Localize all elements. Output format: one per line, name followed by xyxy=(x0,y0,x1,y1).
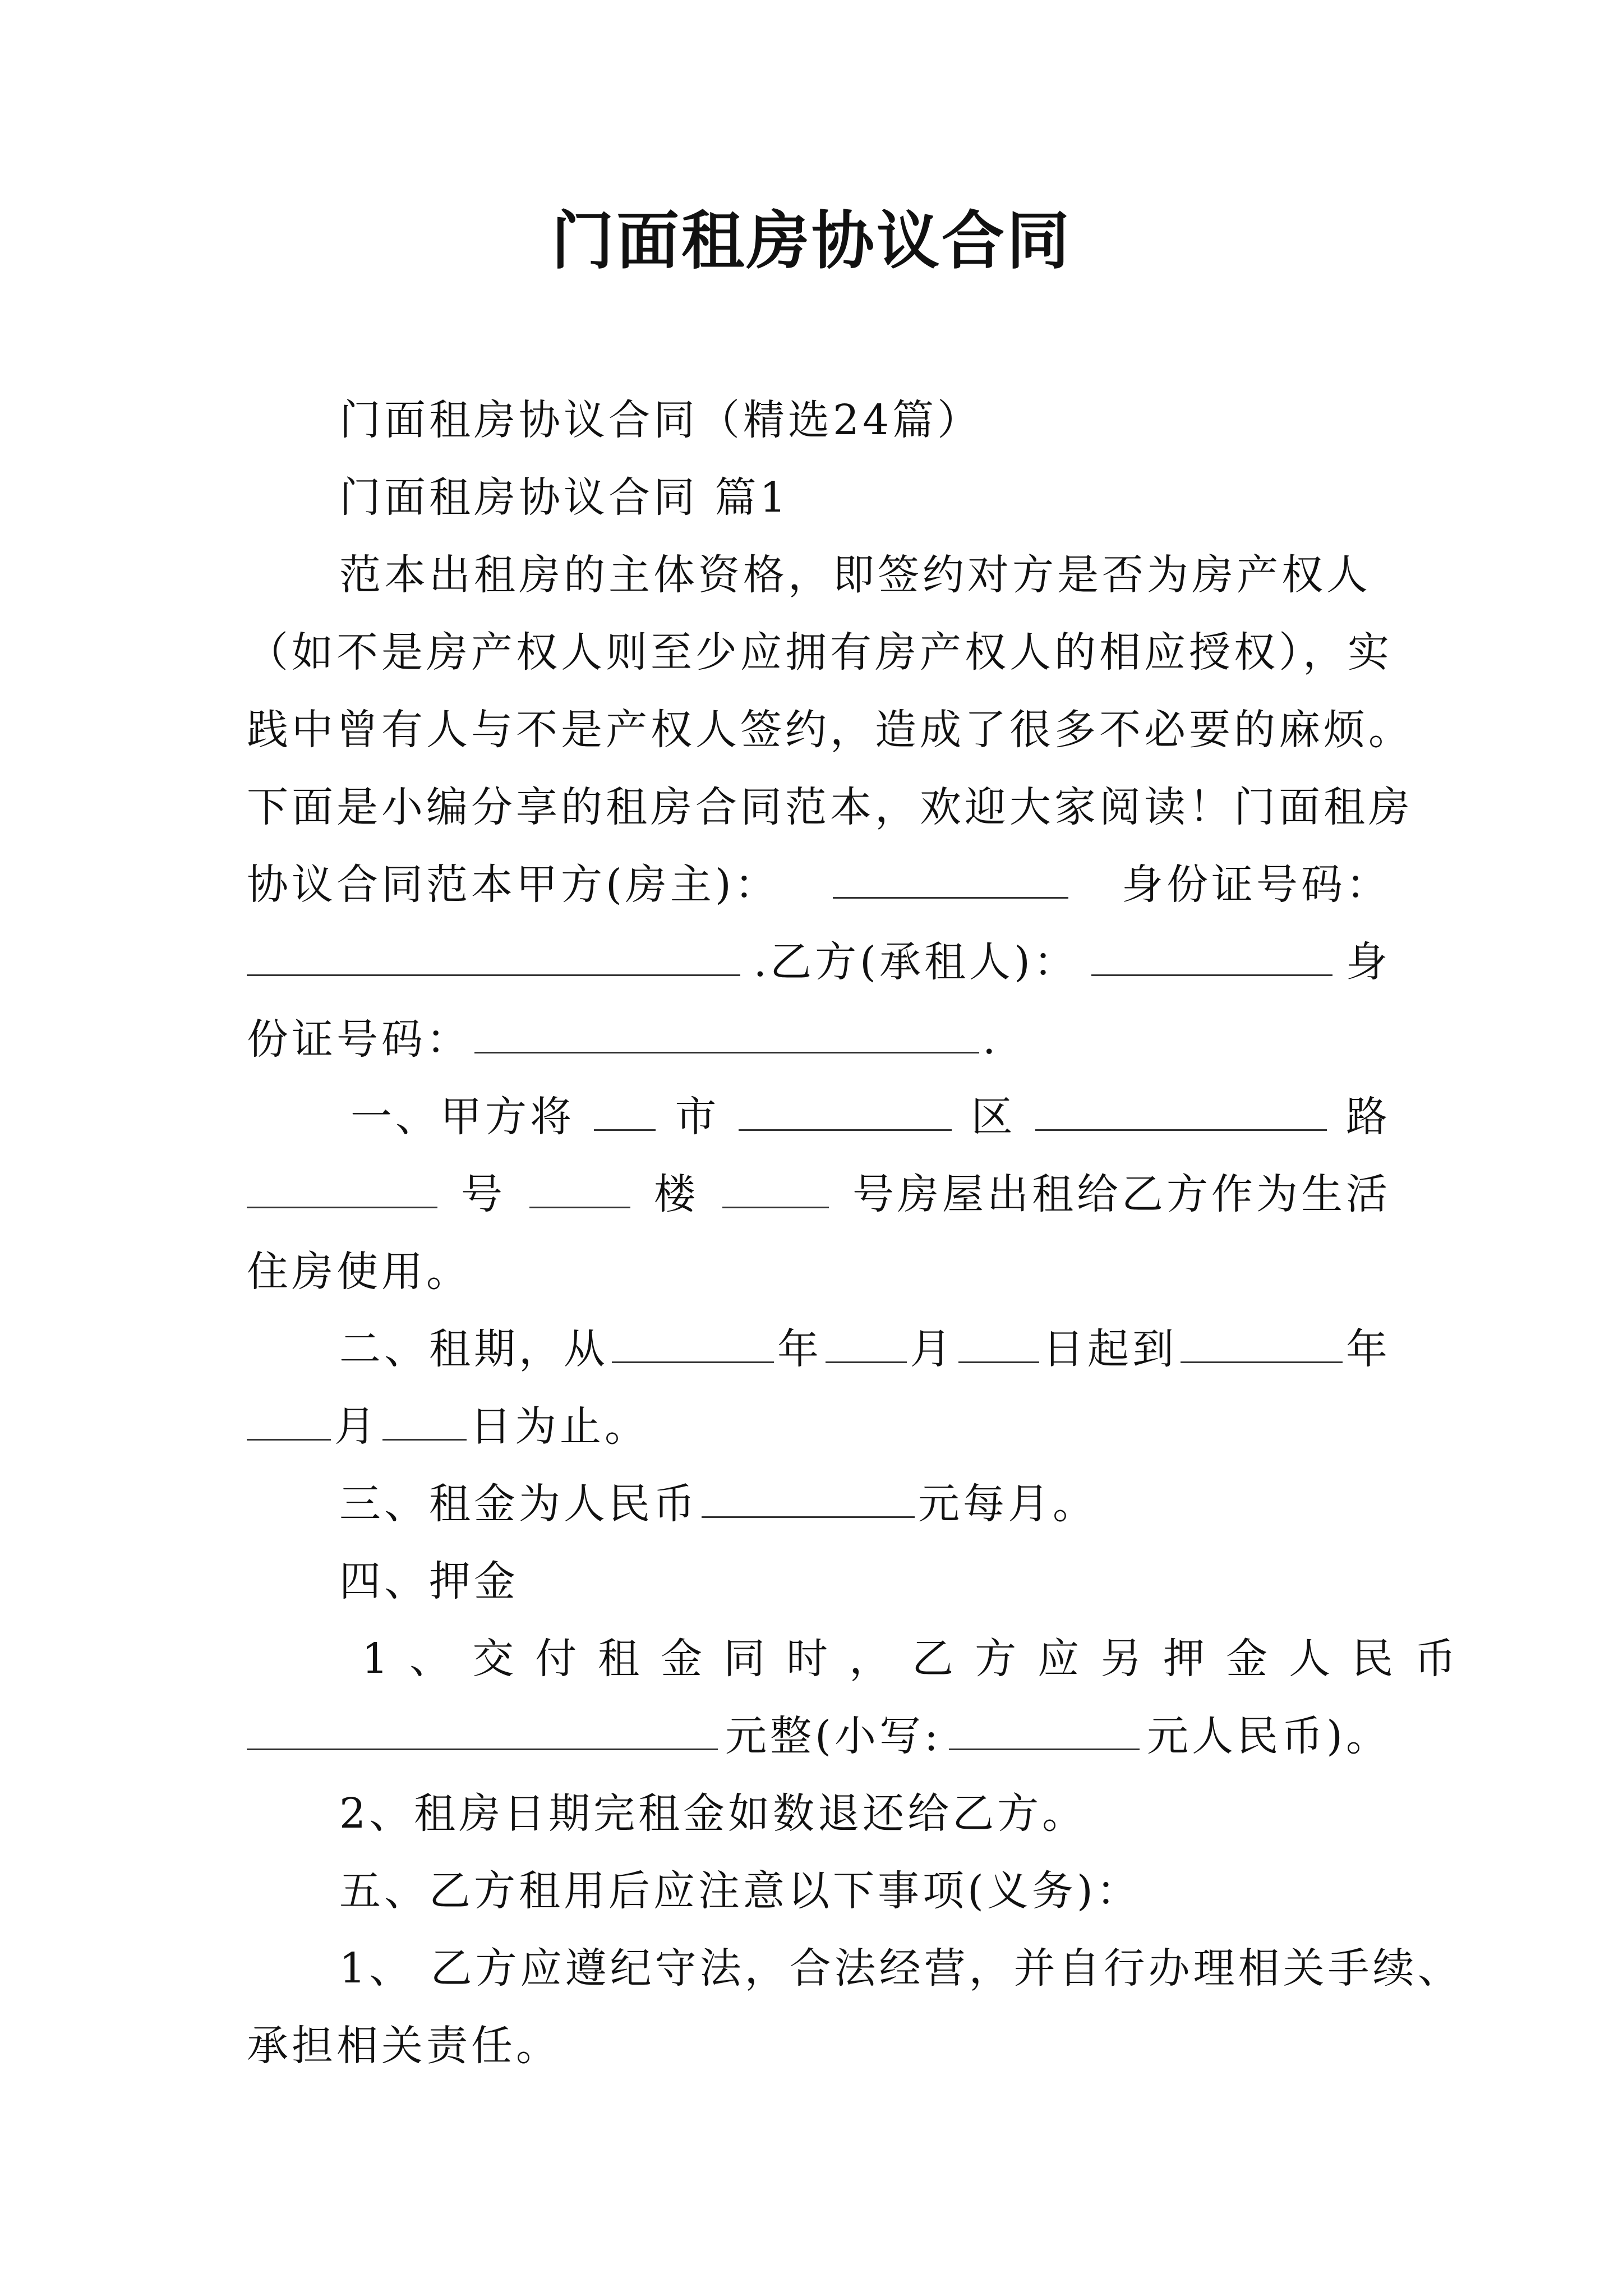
text-segment: 份证号码： xyxy=(247,1015,471,1064)
fill-blank-deposit-number xyxy=(949,1709,1140,1750)
clause-2-line xyxy=(247,1388,1391,1465)
fill-blank-room xyxy=(722,1167,829,1208)
text-segment: 1、交付租金同时，乙方应另押金人民币 xyxy=(362,1635,1478,1683)
text-segment: 日起到 xyxy=(1043,1325,1177,1373)
paragraph-line: 践中曾有人与不是产权人签约，造成了很多不必要的麻烦。 xyxy=(247,706,1413,754)
text-segment: 楼 xyxy=(654,1170,699,1218)
text-segment: . xyxy=(983,1015,999,1064)
text-segment: .乙方(承租人)： xyxy=(753,938,1078,986)
fill-blank-deposit-words xyxy=(247,1709,718,1750)
clause-5-line: 1、 乙方应遵纪守法，合法经营，并自行办理相关手续、 xyxy=(339,1944,1463,1993)
clause-4-heading: 四、押金 xyxy=(339,1557,519,1605)
fill-blank-tenant xyxy=(1091,935,1332,976)
clause-4-line: 2、租房日期完租金如数退还给乙方。 xyxy=(339,1789,1087,1838)
fill-blank-rent xyxy=(702,1477,915,1518)
paragraph-line: 范本出租房的主体资格，即签约对方是否为房产权人 xyxy=(339,551,1371,599)
fill-blank-start-month xyxy=(826,1322,907,1363)
fill-blank-number xyxy=(247,1167,437,1208)
fill-blank-start-year xyxy=(612,1322,774,1363)
section-heading: 门面租房协议合同 篇1 xyxy=(339,473,790,522)
text-segment: 身份证号码： xyxy=(1122,861,1391,909)
text-segment: 身 xyxy=(1346,938,1391,986)
text-segment: 年 xyxy=(777,1325,822,1373)
fill-blank-city xyxy=(594,1090,656,1131)
text-segment: 月 xyxy=(910,1325,955,1373)
clause-2-line xyxy=(247,1310,1391,1388)
paragraph-line: （如不是房产权人则至少应拥有房产权人的相应授权），实 xyxy=(247,628,1393,677)
text-segment: 元整(小写: xyxy=(725,1712,942,1760)
text-segment: 协议合同范本甲方(房主)： xyxy=(247,861,780,909)
paragraph-line xyxy=(247,846,1391,923)
clause-3-line xyxy=(247,1465,1391,1543)
clause-1-line: 住房使用。 xyxy=(247,1248,471,1296)
text-segment: 号房屋出租给乙方作为生活 xyxy=(852,1170,1391,1218)
fill-blank-road xyxy=(1035,1090,1327,1131)
text-segment: 日为止。 xyxy=(470,1402,649,1451)
document-body xyxy=(247,381,1478,2085)
text-segment: 二、租期，从 xyxy=(339,1325,608,1373)
paragraph-line xyxy=(247,923,1391,1001)
fill-blank-landlord-id xyxy=(247,935,740,976)
text-segment: 元人民币)。 xyxy=(1147,1712,1391,1760)
text-segment: 月 xyxy=(334,1402,379,1451)
paragraph-line xyxy=(247,1001,1391,1078)
text-segment: 一、甲方将 xyxy=(351,1093,575,1141)
text-segment: 年 xyxy=(1346,1325,1391,1373)
text-segment: 三、租金为人民币 xyxy=(339,1480,698,1528)
text-segment: 路 xyxy=(1345,1093,1391,1141)
fill-blank-tenant-id xyxy=(474,1013,979,1053)
clause-5-line: 承担相关责任。 xyxy=(247,2022,561,2070)
fill-blank-district xyxy=(739,1090,952,1131)
clause-4-line xyxy=(247,1697,1391,1775)
fill-blank-building xyxy=(529,1167,630,1208)
text-segment: 市 xyxy=(675,1093,720,1141)
paragraph-line: 下面是小编分享的租房合同范本，欢迎大家阅读！门面租房 xyxy=(247,783,1413,831)
clause-5-heading: 五、乙方租用后应注意以下事项(义务)： xyxy=(339,1867,1141,1915)
fill-blank-landlord xyxy=(833,858,1068,899)
document-title: 门面租房协议合同 xyxy=(551,204,1072,278)
text-segment: 号 xyxy=(461,1170,506,1218)
clause-1-line xyxy=(247,1156,1391,1233)
fill-blank-end-day xyxy=(382,1400,467,1441)
clause-4-line xyxy=(247,1620,1478,1697)
clause-1-line xyxy=(247,1078,1391,1156)
fill-blank-end-year xyxy=(1181,1322,1343,1363)
text-segment: 区 xyxy=(971,1093,1016,1141)
document-subtitle: 门面租房协议合同（精选24篇） xyxy=(339,396,983,444)
fill-blank-start-day xyxy=(958,1322,1040,1363)
fill-blank-end-month xyxy=(247,1400,331,1441)
text-segment: 元每月。 xyxy=(918,1480,1098,1528)
